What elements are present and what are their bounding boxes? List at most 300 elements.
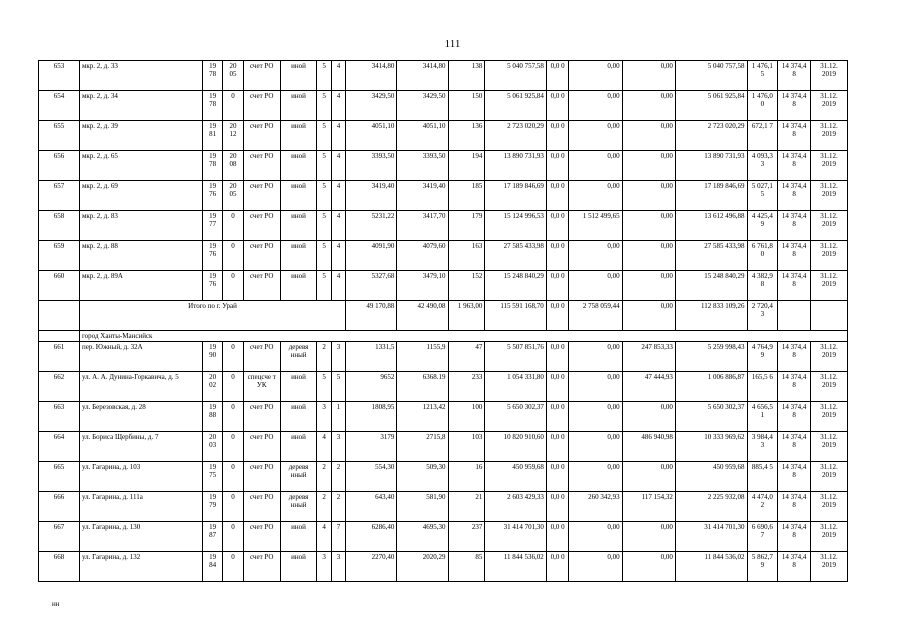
cell-wall-material: иной: [280, 372, 317, 402]
cell-row-number: 656: [39, 151, 80, 181]
cell-floors: 3: [317, 552, 331, 582]
cell-cost-per-m2: 5 027,1 5: [747, 181, 778, 211]
cell-row-number: 659: [39, 241, 80, 271]
cell-residents: 185: [448, 181, 485, 211]
cell-fund-share: 0,0 0: [546, 211, 569, 241]
total-area-living: 42 490,08: [397, 301, 448, 331]
cell-entrances: 7: [331, 522, 345, 552]
cell-repair-year: 0: [223, 462, 243, 492]
cell-fund-method: спецсче т УК: [243, 372, 280, 402]
cell-repair-year: 0: [223, 91, 243, 121]
cell-fund-method: счет РО: [243, 522, 280, 552]
cell-limit-per-m2: 14 374,4 8: [778, 211, 811, 241]
cell-address: мкр. 2, д. 88: [79, 241, 202, 271]
cell-area-living: 3479,10: [397, 271, 448, 301]
cell-deadline: 31.12. 2019: [810, 151, 847, 181]
cell-owners-share: 450 959,68: [675, 462, 747, 492]
cell-cost-total: 5 061 925,84: [485, 91, 546, 121]
cell-residents: 16: [448, 462, 485, 492]
cell-build-year: 19 79: [202, 492, 222, 522]
cell-address: ул. Гагарина, д. 111а: [79, 492, 202, 522]
cell-deadline: 31.12. 2019: [810, 181, 847, 211]
cell-deadline: 31.12. 2019: [810, 552, 847, 582]
cell-owners-share: 31 414 701,30: [675, 522, 747, 552]
cell-row-number: 658: [39, 211, 80, 241]
cell-owners-share: 17 189 846,69: [675, 181, 747, 211]
cell-local-share: 0,00: [622, 241, 675, 271]
cell-address: мкр. 2, д. 89А: [79, 271, 202, 301]
cell-residents: 136: [448, 121, 485, 151]
cell-residents: 100: [448, 402, 485, 432]
cell-local-share: 247 853,33: [622, 342, 675, 372]
cell-area-total: 4051,10: [346, 121, 397, 151]
cell-area-living: 4079,60: [397, 241, 448, 271]
cell-area-total: 4091,90: [346, 241, 397, 271]
cell-entrances: 3: [331, 432, 345, 462]
cell-local-share: 0,00: [622, 211, 675, 241]
cell-budget-share: 0,00: [569, 522, 622, 552]
cell-owners-share: 11 844 536,02: [675, 552, 747, 582]
total-fund: 0,0 0: [546, 301, 569, 331]
cell-entrances: 4: [331, 211, 345, 241]
total-residents: 1 963,00: [448, 301, 485, 331]
cell-owners-share: 5 061 925,84: [675, 91, 747, 121]
cell-cost-per-m2: 6 690,6 7: [747, 522, 778, 552]
table-row: [39, 151, 848, 181]
cell-cost-total: 31 414 701,30: [485, 522, 546, 552]
cell-row-number: 668: [39, 552, 80, 582]
cell-limit-per-m2: 14 374,4 8: [778, 492, 811, 522]
table-total: [39, 301, 848, 342]
total-owners: 112 833 109,26: [675, 301, 747, 331]
total-empty-2: [778, 301, 811, 331]
cell-repair-year: 20 05: [223, 181, 243, 211]
cell-row-number: 662: [39, 372, 80, 402]
table-row: [39, 552, 848, 582]
cell-owners-share: 5 650 302,37: [675, 402, 747, 432]
total-empty-3: [810, 301, 847, 331]
cell-local-share: 0,00: [622, 402, 675, 432]
cell-entrances: 4: [331, 151, 345, 181]
cell-fund-share: 0,0 0: [546, 402, 569, 432]
cell-fund-share: 0,0 0: [546, 552, 569, 582]
cell-row-number: 665: [39, 462, 80, 492]
cell-budget-share: 260 342,93: [569, 492, 622, 522]
cell-fund-method: счет РО: [243, 462, 280, 492]
cell-wall-material: деревя нный: [280, 342, 317, 372]
cell-area-living: 6368.19: [397, 372, 448, 402]
cell-budget-share: 0,00: [569, 121, 622, 151]
cell-floors: 5: [317, 91, 331, 121]
cell-limit-per-m2: 14 374,4 8: [778, 241, 811, 271]
total-label: Итого по г. Урай: [79, 301, 345, 331]
cell-local-share: 0,00: [622, 552, 675, 582]
table-row: [39, 432, 848, 462]
cell-fund-method: счет РО: [243, 492, 280, 522]
cell-limit-per-m2: 14 374,4 8: [778, 342, 811, 372]
cell-budget-share: 0,00: [569, 241, 622, 271]
cell-deadline: 31.12. 2019: [810, 121, 847, 151]
table-row: [39, 271, 848, 301]
cell-limit-per-m2: 14 374,4 8: [778, 121, 811, 151]
cell-area-living: 581,90: [397, 492, 448, 522]
cell-cost-total: 17 189 846,69: [485, 181, 546, 211]
cell-residents: 179: [448, 211, 485, 241]
cell-residents: 163: [448, 241, 485, 271]
cell-fund-method: счет РО: [243, 552, 280, 582]
cell-fund-share: 0,0 0: [546, 492, 569, 522]
table-row: [39, 181, 848, 211]
cell-cost-total: 1 054 331,80: [485, 372, 546, 402]
cell-fund-share: 0,0 0: [546, 462, 569, 492]
cell-cost-per-m2: 4 656,5 1: [747, 402, 778, 432]
total-local: 0,00: [622, 301, 675, 331]
cell-deadline: 31.12. 2019: [810, 61, 847, 91]
cell-limit-per-m2: 14 374,4 8: [778, 151, 811, 181]
cell-area-living: 509,30: [397, 462, 448, 492]
cell-fund-method: счет РО: [243, 121, 280, 151]
cell-repair-year: 0: [223, 522, 243, 552]
cell-budget-share: 0,00: [569, 91, 622, 121]
cell-fund-method: счет РО: [243, 151, 280, 181]
cell-area-living: 4051,10: [397, 121, 448, 151]
cell-fund-share: 0,0 0: [546, 432, 569, 462]
cell-floors: 4: [317, 432, 331, 462]
cell-owners-share: 5 259 998,43: [675, 342, 747, 372]
table-row: [39, 342, 848, 372]
cell-floors: 3: [317, 402, 331, 432]
cell-budget-share: 0,00: [569, 402, 622, 432]
cell-cost-total: 2 723 020,29: [485, 121, 546, 151]
table-row: [39, 492, 848, 522]
cell-wall-material: иной: [280, 91, 317, 121]
cell-limit-per-m2: 14 374,4 8: [778, 552, 811, 582]
cell-build-year: 19 78: [202, 151, 222, 181]
cell-fund-method: счет РО: [243, 61, 280, 91]
cell-local-share: 47 444,93: [622, 372, 675, 402]
cell-address: мкр. 2, д. 83: [79, 211, 202, 241]
cell-address: ул. А. А. Дунина-Горкавича, д. 5: [79, 372, 202, 402]
cell-floors: 5: [317, 241, 331, 271]
cell-address: мкр. 2, д. 39: [79, 121, 202, 151]
cell-residents: 237: [448, 522, 485, 552]
cell-wall-material: иной: [280, 181, 317, 211]
cell-area-total: 554,30: [346, 462, 397, 492]
cell-limit-per-m2: 14 374,4 8: [778, 402, 811, 432]
cell-floors: 5: [317, 211, 331, 241]
cell-owners-share: 13 890 731,93: [675, 151, 747, 181]
cell-residents: 152: [448, 271, 485, 301]
table-row: [39, 402, 848, 432]
cell-fund-method: счет РО: [243, 271, 280, 301]
cell-floors: 5: [317, 121, 331, 151]
cell-cost-per-m2: 4 425,4 9: [747, 211, 778, 241]
cell-limit-per-m2: 14 374,4 8: [778, 372, 811, 402]
cell-floors: 5: [317, 151, 331, 181]
footer-mark: нн: [52, 600, 60, 608]
total-budget: 2 758 059,44: [569, 301, 622, 331]
cell-cost-per-m2: 4 764,9 9: [747, 342, 778, 372]
cell-repair-year: 0: [223, 402, 243, 432]
cell-row-number: 661: [39, 342, 80, 372]
cell-fund-share: 0,0 0: [546, 522, 569, 552]
cell-cost-per-m2: 1 476,0 0: [747, 91, 778, 121]
cell-fund-share: 0,0 0: [546, 91, 569, 121]
cell-area-total: 5231,22: [346, 211, 397, 241]
cell-entrances: 4: [331, 241, 345, 271]
cell-deadline: 31.12. 2019: [810, 402, 847, 432]
cell-limit-per-m2: 14 374,4 8: [778, 432, 811, 462]
cell-wall-material: деревя нный: [280, 492, 317, 522]
cell-cost-total: 27 585 433,98: [485, 241, 546, 271]
cell-fund-method: счет РО: [243, 181, 280, 211]
cell-build-year: 19 76: [202, 241, 222, 271]
cell-owners-share: 1 006 886,87: [675, 372, 747, 402]
table-row: [39, 211, 848, 241]
cell-address: мкр. 2, д. 34: [79, 91, 202, 121]
cell-area-total: 3414,80: [346, 61, 397, 91]
cell-wall-material: иной: [280, 552, 317, 582]
cell-owners-share: 5 040 757,58: [675, 61, 747, 91]
cell-local-share: 0,00: [622, 271, 675, 301]
cell-wall-material: иной: [280, 151, 317, 181]
cell-limit-per-m2: 14 374,4 8: [778, 91, 811, 121]
cell-wall-material: деревя нный: [280, 462, 317, 492]
total-per-m2: 2 720,4 3: [747, 301, 778, 331]
cell-owners-share: 2 723 020,29: [675, 121, 747, 151]
cell-wall-material: иной: [280, 211, 317, 241]
cell-build-year: 20 02: [202, 372, 222, 402]
cell-owners-share: 15 248 840,29: [675, 271, 747, 301]
cell-owners-share: 13 612 496,88: [675, 211, 747, 241]
cell-row-number: 667: [39, 522, 80, 552]
cell-address: ул. Бориса Щербины, д. 7: [79, 432, 202, 462]
cell-row-number: 664: [39, 432, 80, 462]
cell-area-total: 5327,68: [346, 271, 397, 301]
cell-repair-year: 0: [223, 492, 243, 522]
cell-cost-total: 450 959,68: [485, 462, 546, 492]
cell-build-year: 20 03: [202, 432, 222, 462]
cell-floors: 2: [317, 492, 331, 522]
cell-row-number: 666: [39, 492, 80, 522]
cell-floors: 5: [317, 61, 331, 91]
cell-fund-method: счет РО: [243, 342, 280, 372]
cell-budget-share: 0,00: [569, 432, 622, 462]
cell-address: ул. Березовская, д. 28: [79, 402, 202, 432]
cell-cost-per-m2: 885,4 5: [747, 462, 778, 492]
cell-floors: 5: [317, 181, 331, 211]
cell-repair-year: 0: [223, 432, 243, 462]
cell-budget-share: 0,00: [569, 462, 622, 492]
cell-entrances: 2: [331, 492, 345, 522]
cell-repair-year: 20 05: [223, 61, 243, 91]
cell-entrances: 4: [331, 121, 345, 151]
cell-fund-share: 0,0 0: [546, 271, 569, 301]
cell-repair-year: 20 08: [223, 151, 243, 181]
cell-build-year: 19 75: [202, 462, 222, 492]
cell-row-number: 653: [39, 61, 80, 91]
table-row: [39, 241, 848, 271]
cell-fund-share: 0,0 0: [546, 121, 569, 151]
cell-residents: 138: [448, 61, 485, 91]
table-row: [39, 372, 848, 402]
cell-local-share: 0,00: [622, 151, 675, 181]
cell-address: мкр. 2, д. 33: [79, 61, 202, 91]
cell-budget-share: 0,00: [569, 372, 622, 402]
cell-floors: 2: [317, 342, 331, 372]
cell-build-year: 19 81: [202, 121, 222, 151]
cell-budget-share: 0,00: [569, 552, 622, 582]
cell-area-living: 3414,80: [397, 61, 448, 91]
cell-repair-year: 0: [223, 342, 243, 372]
cell-wall-material: иной: [280, 522, 317, 552]
cell-fund-share: 0,0 0: [546, 372, 569, 402]
cell-local-share: 117 154,32: [622, 492, 675, 522]
cell-cost-per-m2: 6 761,8 0: [747, 241, 778, 271]
cell-area-total: 1808,95: [346, 402, 397, 432]
cell-repair-year: 0: [223, 241, 243, 271]
cell-address: ул. Гагарина, д. 132: [79, 552, 202, 582]
housing-table: [38, 60, 848, 582]
cell-row-number: 655: [39, 121, 80, 151]
cell-row-number: 657: [39, 181, 80, 211]
city-header: город Ханты-Мансийск: [79, 331, 847, 342]
cell-address: пер. Южный, д. 32А: [79, 342, 202, 372]
table-row: [39, 91, 848, 121]
cell-area-living: 3393,50: [397, 151, 448, 181]
city-empty: [39, 331, 80, 342]
cell-budget-share: 0,00: [569, 181, 622, 211]
cell-local-share: 0,00: [622, 522, 675, 552]
cell-area-living: 2020,29: [397, 552, 448, 582]
cell-build-year: 19 77: [202, 211, 222, 241]
cell-limit-per-m2: 14 374,4 8: [778, 271, 811, 301]
cell-entrances: 4: [331, 91, 345, 121]
cell-entrances: 2: [331, 462, 345, 492]
cell-fund-method: счет РО: [243, 241, 280, 271]
cell-area-total: 643,40: [346, 492, 397, 522]
cell-cost-total: 13 890 731,93: [485, 151, 546, 181]
total-row: [39, 301, 848, 331]
cell-cost-total: 11 844 536,02: [485, 552, 546, 582]
cell-area-total: 3393,50: [346, 151, 397, 181]
cell-deadline: 31.12. 2019: [810, 91, 847, 121]
cell-cost-total: 5 507 851,76: [485, 342, 546, 372]
cell-residents: 150: [448, 91, 485, 121]
cell-area-total: 3179: [346, 432, 397, 462]
cell-cost-per-m2: 4 474,0 2: [747, 492, 778, 522]
cell-entrances: 5: [331, 372, 345, 402]
cell-deadline: 31.12. 2019: [810, 432, 847, 462]
cell-repair-year: 0: [223, 211, 243, 241]
cell-repair-year: 0: [223, 372, 243, 402]
cell-entrances: 4: [331, 61, 345, 91]
cell-deadline: 31.12. 2019: [810, 241, 847, 271]
table-row: [39, 61, 848, 91]
cell-fund-method: счет РО: [243, 211, 280, 241]
cell-residents: 103: [448, 432, 485, 462]
cell-area-total: 9652: [346, 372, 397, 402]
cell-deadline: 31.12. 2019: [810, 372, 847, 402]
cell-cost-total: 15 248 840,29: [485, 271, 546, 301]
cell-area-total: 2270,40: [346, 552, 397, 582]
cell-deadline: 31.12. 2019: [810, 522, 847, 552]
table-row: [39, 522, 848, 552]
table-body-urai: [39, 61, 848, 301]
cell-area-living: 3429,50: [397, 91, 448, 121]
cell-area-total: 3429,50: [346, 91, 397, 121]
cell-fund-share: 0,0 0: [546, 241, 569, 271]
cell-residents: 233: [448, 372, 485, 402]
cell-local-share: 0,00: [622, 91, 675, 121]
cell-build-year: 19 76: [202, 271, 222, 301]
total-area-total: 49 170,88: [346, 301, 397, 331]
cell-cost-per-m2: 3 984,4 3: [747, 432, 778, 462]
cell-area-total: 3419,40: [346, 181, 397, 211]
cell-fund-share: 0,0 0: [546, 181, 569, 211]
cell-budget-share: 0,00: [569, 342, 622, 372]
cell-cost-per-m2: 672,1 7: [747, 121, 778, 151]
cell-build-year: 19 88: [202, 402, 222, 432]
cell-wall-material: иной: [280, 402, 317, 432]
cell-deadline: 31.12. 2019: [810, 492, 847, 522]
cell-local-share: 0,00: [622, 181, 675, 211]
cell-fund-share: 0,0 0: [546, 61, 569, 91]
cell-address: мкр. 2, д. 69: [79, 181, 202, 211]
cell-owners-share: 10 333 969,62: [675, 432, 747, 462]
cell-fund-share: 0,0 0: [546, 151, 569, 181]
total-cost: 115 591 168,70: [485, 301, 546, 331]
cell-local-share: 0,00: [622, 462, 675, 492]
cell-residents: 194: [448, 151, 485, 181]
cell-row-number: 663: [39, 402, 80, 432]
cell-fund-share: 0,0 0: [546, 342, 569, 372]
cell-area-living: 3419,40: [397, 181, 448, 211]
cell-budget-share: 1 512 499,65: [569, 211, 622, 241]
cell-cost-total: 5 650 302,37: [485, 402, 546, 432]
cell-area-total: 1331,5: [346, 342, 397, 372]
cell-entrances: 1: [331, 402, 345, 432]
cell-entrances: 3: [331, 552, 345, 582]
cell-cost-per-m2: 165,5 6: [747, 372, 778, 402]
cell-area-living: 4695,30: [397, 522, 448, 552]
cell-entrances: 4: [331, 271, 345, 301]
cell-area-living: 2715,8: [397, 432, 448, 462]
cell-entrances: 3: [331, 342, 345, 372]
table-body-khanty: [39, 342, 848, 582]
cell-limit-per-m2: 14 374,4 8: [778, 462, 811, 492]
cell-entrances: 4: [331, 181, 345, 211]
cell-wall-material: иной: [280, 241, 317, 271]
cell-repair-year: 20 12: [223, 121, 243, 151]
cell-limit-per-m2: 14 374,4 8: [778, 61, 811, 91]
cell-address: ул. Гагарина, д. 130: [79, 522, 202, 552]
cell-build-year: 19 76: [202, 181, 222, 211]
cell-wall-material: иной: [280, 432, 317, 462]
cell-budget-share: 0,00: [569, 271, 622, 301]
table-row: [39, 462, 848, 492]
cell-wall-material: иной: [280, 61, 317, 91]
cell-area-total: 6286,40: [346, 522, 397, 552]
city-header-row: [39, 331, 848, 342]
cell-residents: 85: [448, 552, 485, 582]
cell-limit-per-m2: 14 374,4 8: [778, 181, 811, 211]
cell-fund-method: счет РО: [243, 402, 280, 432]
total-empty-1: [39, 301, 80, 331]
cell-cost-per-m2: 5 862,7 9: [747, 552, 778, 582]
cell-floors: 2: [317, 462, 331, 492]
cell-deadline: 31.12. 2019: [810, 342, 847, 372]
